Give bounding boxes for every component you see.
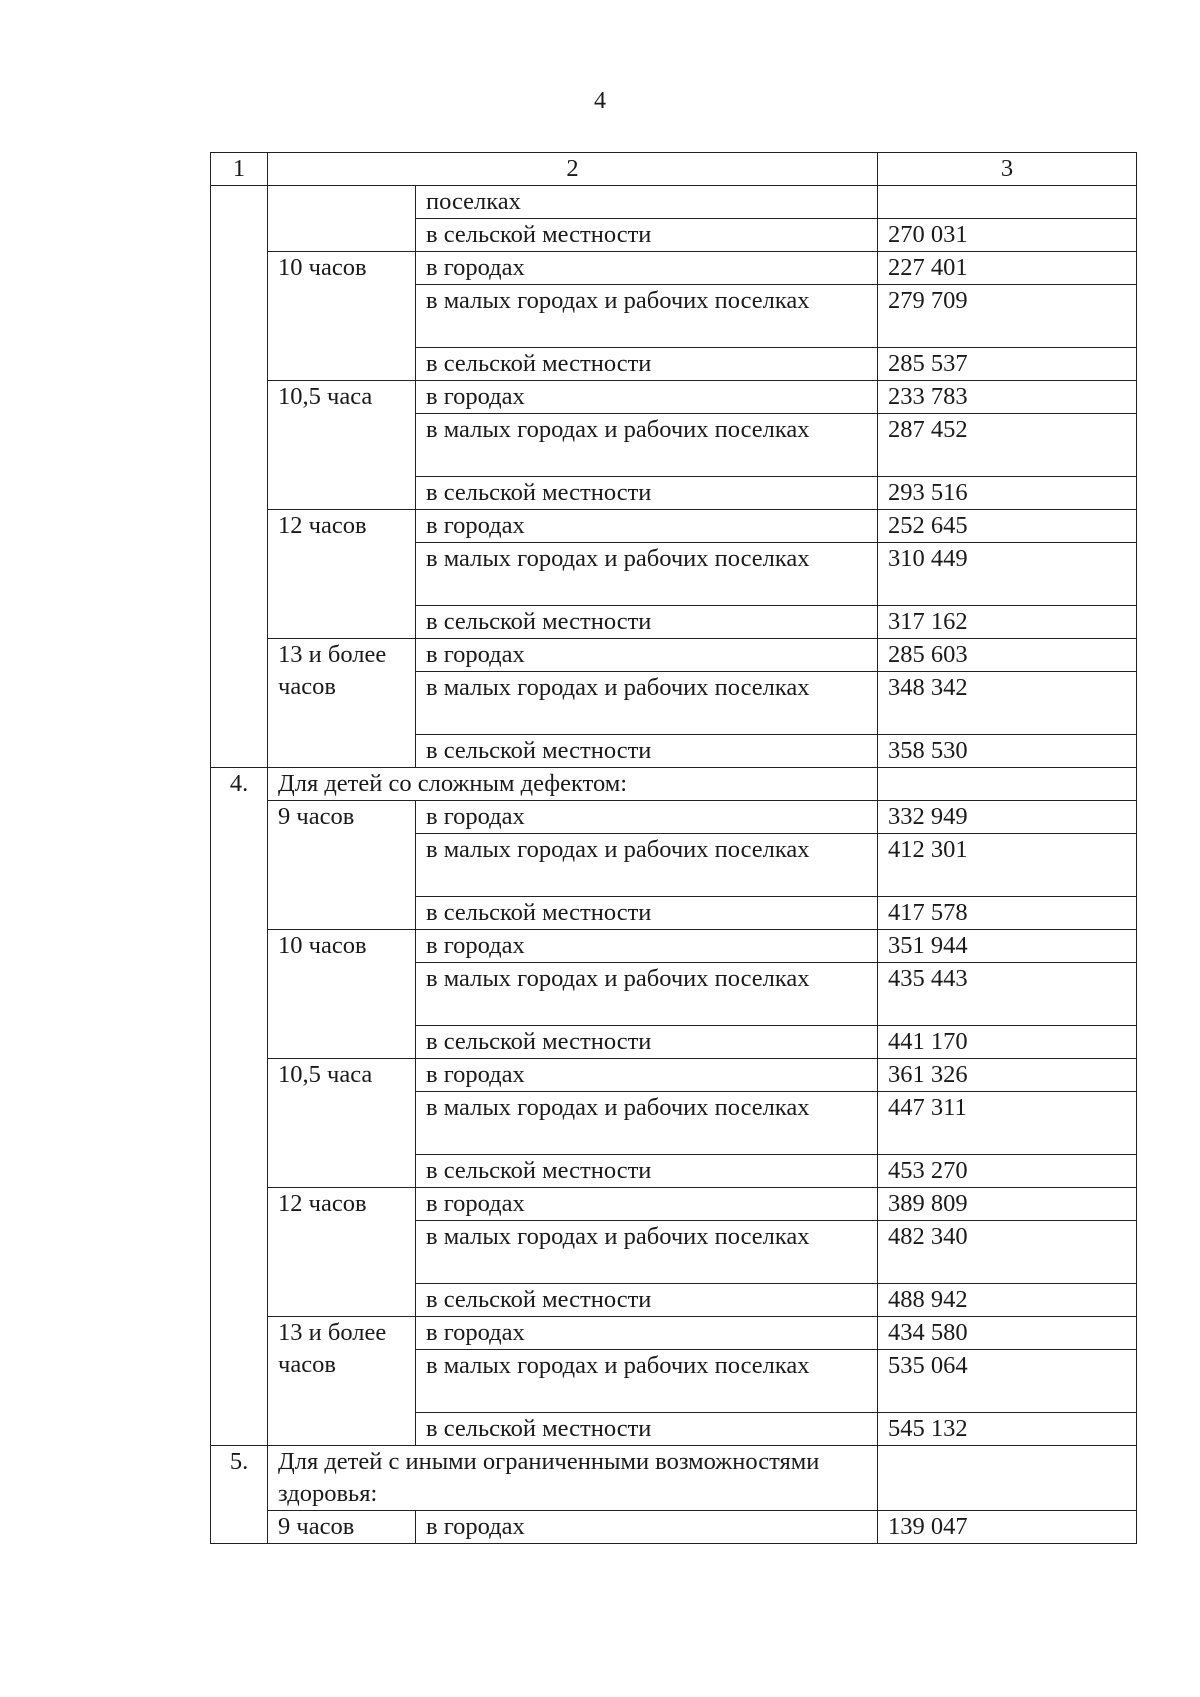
locality-cell: в сельской местности <box>416 735 878 768</box>
hours-cell: 10 часов <box>268 930 416 1059</box>
value-cell: 545 132 <box>878 1413 1137 1446</box>
value-cell <box>878 186 1137 219</box>
section-row <box>211 768 1137 801</box>
locality-cell: в малых городах и рабочих поселках <box>416 414 878 477</box>
value-cell: 434 580 <box>878 1317 1137 1350</box>
hours-cell <box>268 186 416 252</box>
hours-cell: 12 часов <box>268 510 416 639</box>
value-cell: 482 340 <box>878 1221 1137 1284</box>
locality-cell: в малых городах и рабочих поселках <box>416 1221 878 1284</box>
value-cell: 252 645 <box>878 510 1137 543</box>
locality-cell: в малых городах и рабочих поселках <box>416 285 878 348</box>
locality-cell: в городах <box>416 510 878 543</box>
table-row <box>211 186 1137 219</box>
locality-cell: в городах <box>416 1059 878 1092</box>
header-row <box>211 153 1137 186</box>
hours-cell: 10,5 часа <box>268 381 416 510</box>
value-cell: 317 162 <box>878 606 1137 639</box>
value-cell: 310 449 <box>878 543 1137 606</box>
table-row <box>211 1188 1137 1221</box>
table-row <box>211 1059 1137 1092</box>
value-cell: 488 942 <box>878 1284 1137 1317</box>
value-cell: 453 270 <box>878 1155 1137 1188</box>
section-row <box>211 1446 1137 1511</box>
hours-cell: 13 и более часов <box>268 1317 416 1446</box>
hours-cell: 12 часов <box>268 1188 416 1317</box>
locality-cell: в городах <box>416 381 878 414</box>
locality-cell: в городах <box>416 639 878 672</box>
hours-cell: 9 часов <box>268 1511 416 1544</box>
locality-cell: в городах <box>416 930 878 963</box>
hours-cell: 13 и более часов <box>268 639 416 768</box>
value-cell: 447 311 <box>878 1092 1137 1155</box>
locality-cell: в сельской местности <box>416 348 878 381</box>
section-number-cell: 4. <box>211 768 268 1446</box>
locality-cell: в сельской местности <box>416 219 878 252</box>
hours-cell: 10 часов <box>268 252 416 381</box>
locality-cell: в сельской местности <box>416 1026 878 1059</box>
value-cell: 332 949 <box>878 801 1137 834</box>
table-row <box>211 801 1137 834</box>
table-row <box>211 930 1137 963</box>
value-cell: 287 452 <box>878 414 1137 477</box>
value-cell: 285 537 <box>878 348 1137 381</box>
table-row <box>211 639 1137 672</box>
value-cell: 358 530 <box>878 735 1137 768</box>
hours-cell: 9 часов <box>268 801 416 930</box>
table-row <box>211 381 1137 414</box>
locality-cell: поселках <box>416 186 878 219</box>
value-cell: 348 342 <box>878 672 1137 735</box>
value-cell: 435 443 <box>878 963 1137 1026</box>
locality-cell: в сельской местности <box>416 477 878 510</box>
section-title-cell: Для детей со сложным дефектом: <box>268 768 878 801</box>
value-cell <box>878 768 1137 801</box>
value-cell: 139 047 <box>878 1511 1137 1544</box>
section-number-cell: 5. <box>211 1446 268 1544</box>
locality-cell: в городах <box>416 252 878 285</box>
header-cell: 3 <box>878 153 1137 186</box>
value-cell <box>878 1446 1137 1511</box>
value-cell: 412 301 <box>878 834 1137 897</box>
locality-cell: в малых городах и рабочих поселках <box>416 1092 878 1155</box>
value-cell: 285 603 <box>878 639 1137 672</box>
locality-cell: в сельской местности <box>416 1413 878 1446</box>
locality-cell: в городах <box>416 1511 878 1544</box>
locality-cell: в малых городах и рабочих поселках <box>416 672 878 735</box>
section-title-cell: Для детей с иными ограниченными возможностями здоровья: <box>268 1446 878 1511</box>
value-cell: 417 578 <box>878 897 1137 930</box>
tariff-table <box>210 152 1137 1544</box>
locality-cell: в городах <box>416 1317 878 1350</box>
value-cell: 279 709 <box>878 285 1137 348</box>
locality-cell: в малых городах и рабочих поселках <box>416 963 878 1026</box>
header-cell: 1 <box>211 153 268 186</box>
hours-cell: 10,5 часа <box>268 1059 416 1188</box>
locality-cell: в городах <box>416 801 878 834</box>
value-cell: 389 809 <box>878 1188 1137 1221</box>
table-body <box>211 153 1137 1544</box>
value-cell: 361 326 <box>878 1059 1137 1092</box>
locality-cell: в сельской местности <box>416 1155 878 1188</box>
value-cell: 270 031 <box>878 219 1137 252</box>
table-row <box>211 1317 1137 1350</box>
table-row <box>211 1511 1137 1544</box>
value-cell: 293 516 <box>878 477 1137 510</box>
locality-cell: в сельской местности <box>416 1284 878 1317</box>
locality-cell: в сельской местности <box>416 606 878 639</box>
locality-cell: в малых городах и рабочих поселках <box>416 1350 878 1413</box>
value-cell: 535 064 <box>878 1350 1137 1413</box>
locality-cell: в малых городах и рабочих поселках <box>416 543 878 606</box>
value-cell: 351 944 <box>878 930 1137 963</box>
locality-cell: в малых городах и рабочих поселках <box>416 834 878 897</box>
header-cell: 2 <box>268 153 878 186</box>
value-cell: 233 783 <box>878 381 1137 414</box>
table-row <box>211 510 1137 543</box>
value-cell: 441 170 <box>878 1026 1137 1059</box>
value-cell: 227 401 <box>878 252 1137 285</box>
locality-cell: в сельской местности <box>416 897 878 930</box>
table-row <box>211 252 1137 285</box>
page-number: 4 <box>594 88 606 114</box>
locality-cell: в городах <box>416 1188 878 1221</box>
section-number-cell <box>211 186 268 768</box>
